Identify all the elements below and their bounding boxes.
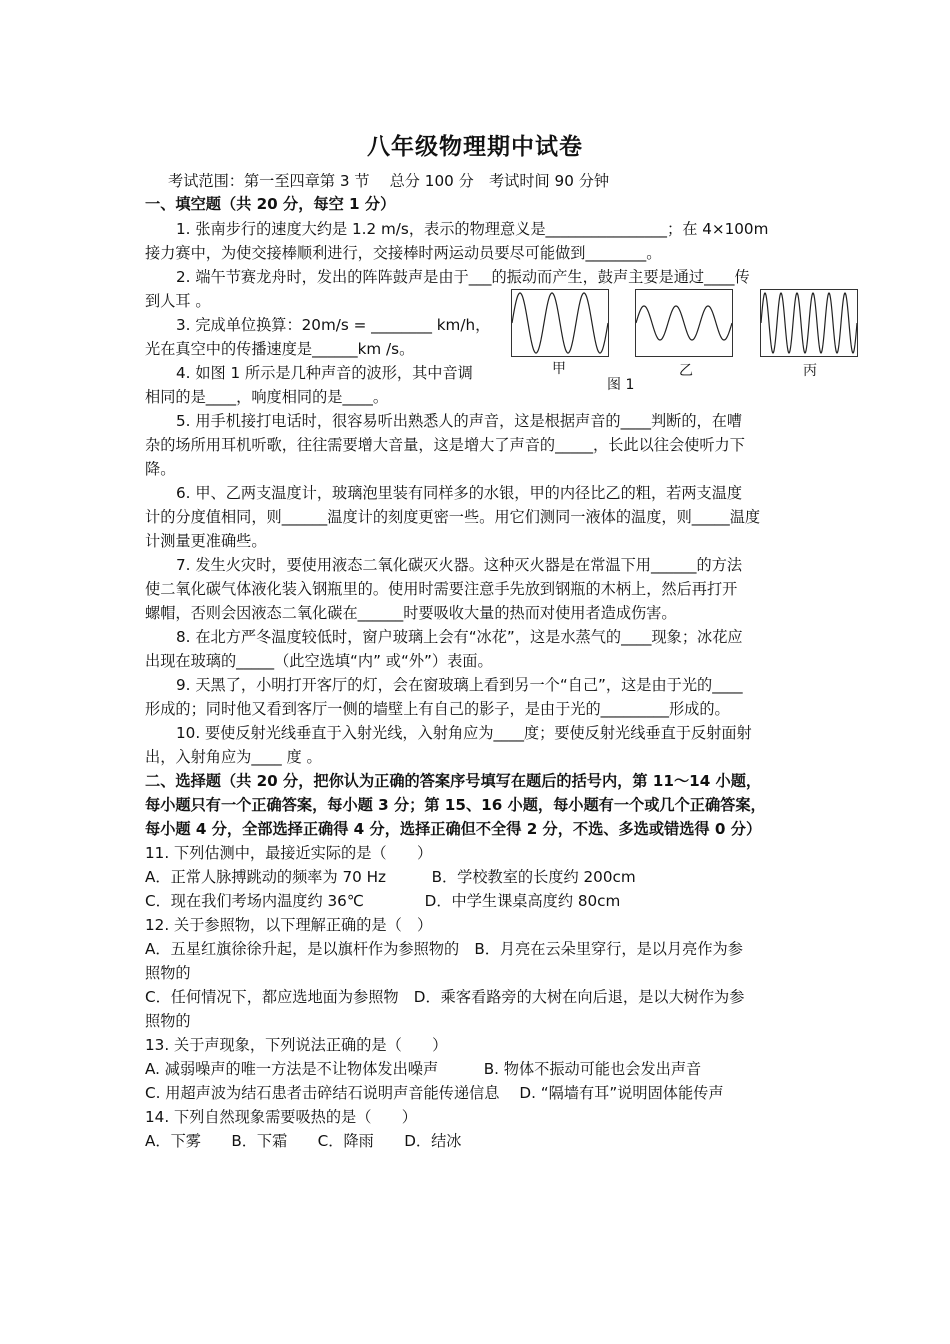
option-line: A．正常人脉搏跳动的频率为 70 Hz B．学校教室的长度约 200cm — [145, 868, 636, 886]
option-line: 照物的 — [145, 1012, 191, 1030]
section-heading: 每小题只有一个正确答案，每小题 3 分；第 15、16 小题，每小题有一个或几个正确答案， — [145, 796, 766, 814]
section-heading: 二、选择题（共 20 分，把你认为正确的答案序号填写在题后的括号内，第 11～14 小题， — [145, 772, 762, 790]
question-line: 降。 — [145, 460, 176, 478]
question-line: 接力赛中，为使交接棒顺利进行，交接棒时两运动员要尽可能做到________。 — [145, 244, 662, 262]
question-line: 7. 发生火灾时，要使用液态二氧化碳灭火器。这种灭火器是在常温下用______的方法 — [176, 556, 743, 574]
question-line: 计测量更准确些。 — [145, 532, 267, 550]
question-line: 3. 完成单位换算：20m/s = ________ km/h， — [176, 316, 491, 334]
option-line: 照物的 — [145, 964, 191, 982]
question-line: 2. 端午节赛龙舟时，发出的阵阵鼓声是由于___的振动而产生，鼓声主要是通过____传 — [176, 268, 750, 286]
question-line: 出现在玻璃的_____（此空选填“内” 或“外”）表面。 — [145, 652, 493, 670]
question-line: 12. 关于参照物，以下理解正确的是（ ） — [145, 916, 433, 934]
option-line: A．五星红旗徐徐升起，是以旗杆作为参照物的 B．月亮在云朵里穿行，是以月亮作为参 — [145, 940, 743, 958]
question-line: 相同的是____，响度相同的是____。 — [145, 388, 388, 406]
question-line: 1. 张南步行的速度大约是 1.2 m/s，表示的物理意义是________________；在 4×100m — [176, 220, 769, 238]
page-title: 八年级物理期中试卷 — [367, 133, 583, 160]
question-line: 使二氧化碳气体液化装入钢瓶里的。使用时需要注意手先放到钢瓶的木柄上，然后再打开 — [145, 580, 738, 598]
option-line: A. 减弱噪声的唯一方法是不让物体发出噪声 B. 物体不振动可能也会发出声音 — [145, 1060, 702, 1078]
question-line: 到人耳 。 — [145, 292, 211, 310]
question-line: 14. 下列自然现象需要吸热的是（ ） — [145, 1108, 417, 1126]
figure-label-yi: 乙 — [679, 363, 693, 379]
option-line: C．现在我们考场内温度约 36℃ D．中学生课桌高度约 80cm — [145, 892, 621, 910]
question-line: 8. 在北方严冬温度较低时，窗户玻璃上会有“冰花”，这是水蒸气的____现象；冰花应 — [176, 628, 743, 646]
question-line: 10. 要使反射光线垂直于入射光线，入射角应为____度；要使反射光线垂直于反射面射 — [176, 724, 752, 742]
question-line: 13. 关于声现象，下列说法正确的是（ ） — [145, 1036, 448, 1054]
question-line: 5. 用手机接打电话时，很容易听出熟悉人的声音，这是根据声音的____判断的，在嘈 — [176, 412, 743, 430]
question-line: 形成的；同时他又看到客厅一侧的墙壁上有自己的影子，是由于光的_________形成的。 — [145, 700, 730, 718]
figure-label-jia: 甲 — [552, 361, 566, 377]
waveform-jia — [511, 289, 609, 357]
figure-caption: 图 1 — [607, 377, 635, 393]
question-line: 光在真空中的传播速度是______km /s。 — [145, 340, 415, 358]
question-line: 6. 甲、乙两支温度计，玻璃泡里装有同样多的水银，甲的内径比乙的粗，若两支温度 — [176, 484, 743, 502]
question-line: 杂的场所用耳机听歌，往往需要增大音量，这是增大了声音的_____，长此以往会使听力下 — [145, 436, 745, 454]
section-heading: 一、填空题（共 20 分，每空 1 分） — [145, 195, 396, 213]
question-line: 出，入射角应为____ 度 。 — [145, 748, 322, 766]
option-line: C. 用超声波为结石患者击碎结石说明声音能传递信息 D. “隔墙有耳”说明固体能传声 — [145, 1084, 724, 1102]
question-line: 9. 天黑了，小明打开客厅的灯，会在窗玻璃上看到另一个“自己”，这是由于光的____ — [176, 676, 743, 694]
question-line: 计的分度值相同，则______温度计的刻度更密一些。用它们测同一液体的温度，则_____温度 — [145, 508, 761, 526]
option-line: A．下雾 B．下霜 C．降雨 D．结冰 — [145, 1132, 462, 1150]
question-line: 螺帽，否则会因液态二氧化碳在______时要吸收大量的热而对使用者造成伤害。 — [145, 604, 677, 622]
waveform-bing — [760, 289, 858, 357]
figure-label-bing: 丙 — [803, 363, 817, 379]
waveform-yi — [635, 289, 733, 357]
option-line: C．任何情况下，都应选地面为参照物 D．乘客看路旁的大树在向后退，是以大树作为参 — [145, 988, 745, 1006]
section-heading: 每小题 4 分，全部选择正确得 4 分，选择正确但不全得 2 分，不选、多选或错选得 0 分） — [145, 820, 762, 838]
question-line: 11. 下列估测中，最接近实际的是（ ） — [145, 844, 433, 862]
exam-info: 考试范围：第一至四章第 3 节 总分 100 分 考试时间 90 分钟 — [168, 172, 610, 190]
question-line: 4. 如图 1 所示是几种声音的波形，其中音调 — [176, 364, 473, 382]
